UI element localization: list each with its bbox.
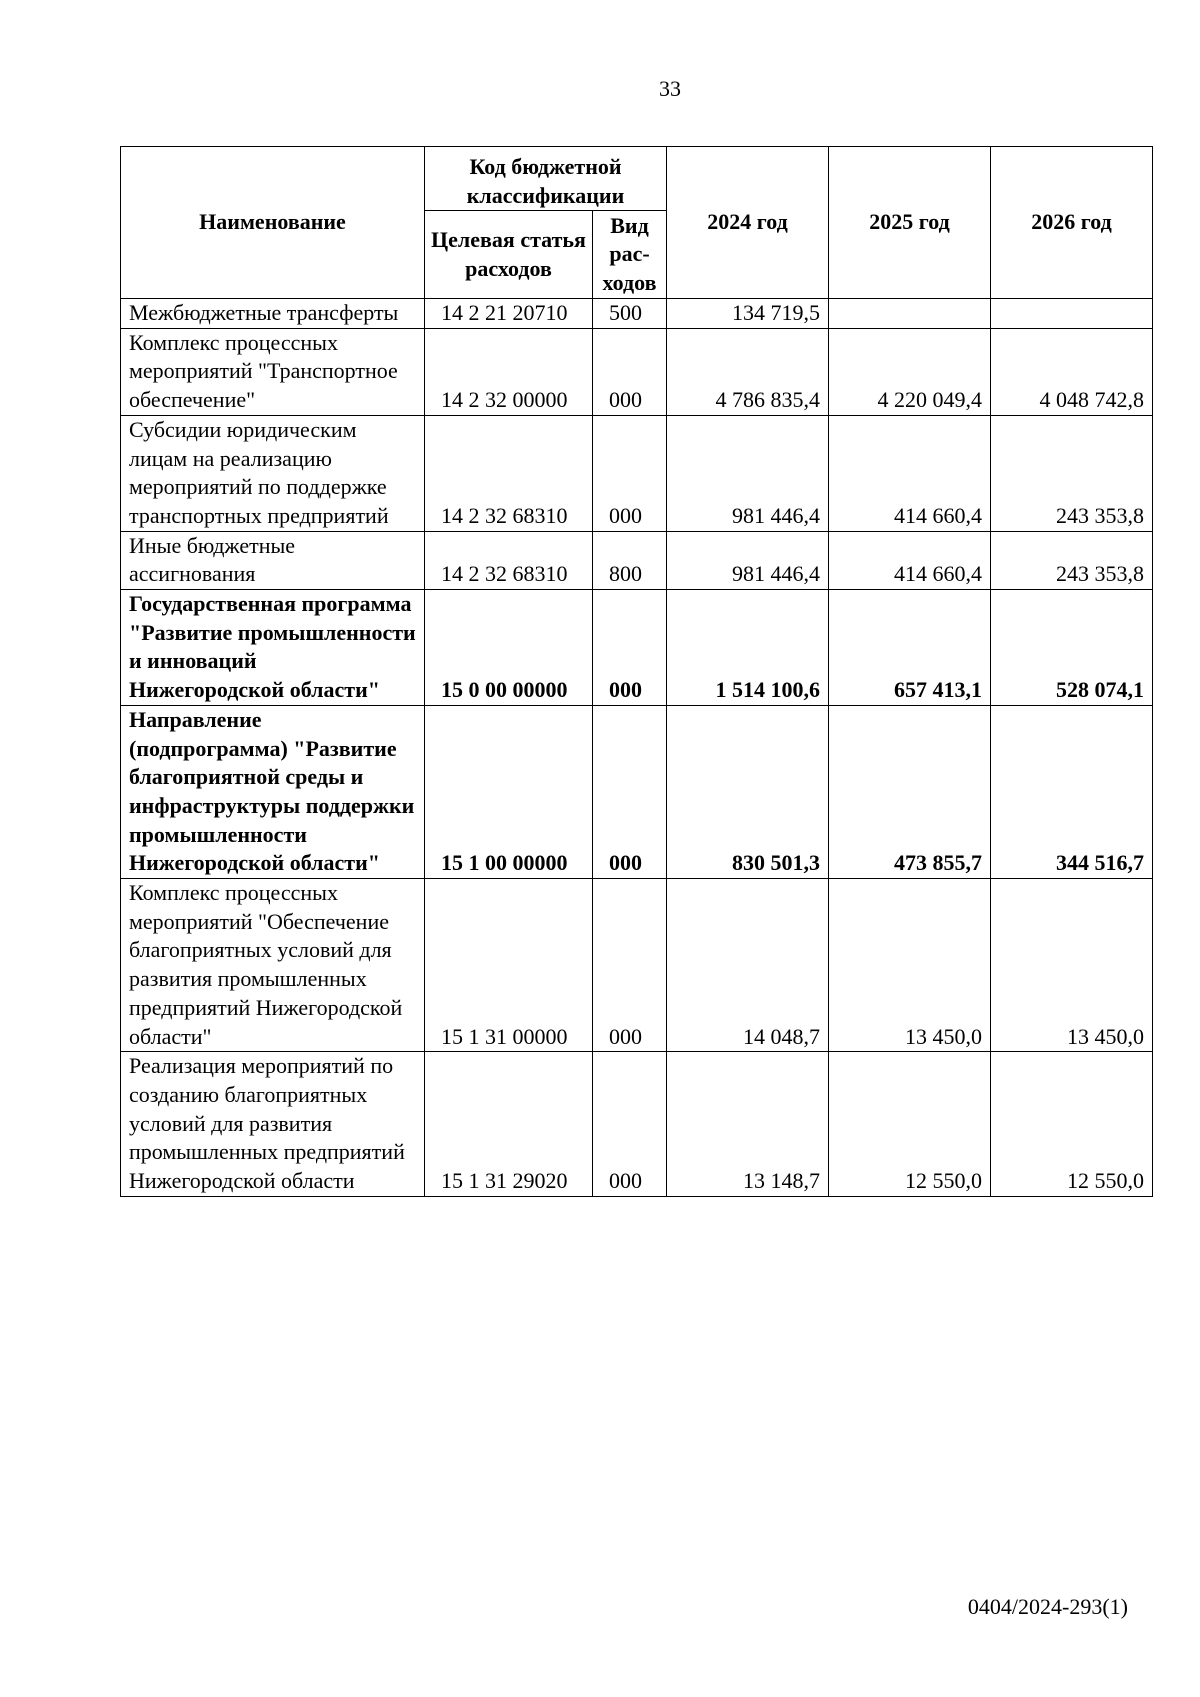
- row-2025-cell: [829, 299, 991, 329]
- row-code-cell: 15 1 31 00000: [425, 879, 593, 1052]
- row-2024-cell: 13 148,7: [667, 1052, 829, 1197]
- row-2024-cell: 981 446,4: [667, 415, 829, 531]
- row-type-cell: 000: [593, 1052, 667, 1197]
- row-2025-cell: 414 660,4: [829, 415, 991, 531]
- header-year-2026: 2026 год: [991, 147, 1153, 299]
- row-2026-cell: 4 048 742,8: [991, 328, 1153, 415]
- table-row: [121, 415, 1153, 531]
- row-2024-cell: 1 514 100,6: [667, 590, 829, 706]
- row-code-cell: 14 2 21 20710: [425, 299, 593, 329]
- row-type-cell: 000: [593, 705, 667, 878]
- row-2024-cell: 134 719,5: [667, 299, 829, 329]
- row-2026-cell: 528 074,1: [991, 590, 1153, 706]
- row-2025-cell: 657 413,1: [829, 590, 991, 706]
- row-name-cell: Реализация мероприятий по созданию благоприятных условий для развития промышленных предприятий Нижегородской области: [121, 1052, 425, 1197]
- row-2026-cell: 243 353,8: [991, 415, 1153, 531]
- row-name-cell: Субсидии юридическим лицам на реализацию мероприятий по поддержке транспортных предприятий: [121, 415, 425, 531]
- row-2025-cell: 4 220 049,4: [829, 328, 991, 415]
- row-2024-cell: 14 048,7: [667, 879, 829, 1052]
- row-name-cell: Комплекс процессных мероприятий "Обеспечение благоприятных условий для развития промышленных предприятий Нижегородской области": [121, 879, 425, 1052]
- row-name-cell: Государственная программа "Развитие промышленности и инноваций Нижегородской области": [121, 590, 425, 706]
- row-code-cell: 14 2 32 00000: [425, 328, 593, 415]
- row-type-cell: 000: [593, 590, 667, 706]
- header-target-item: Целевая статья расходов: [425, 211, 593, 299]
- document-code: 0404/2024-293(1): [967, 1594, 1128, 1619]
- row-name-cell: Межбюджетные трансферты: [121, 299, 425, 329]
- row-type-cell: 000: [593, 328, 667, 415]
- header-name: Наименование: [121, 147, 425, 299]
- row-2026-cell: [991, 299, 1153, 329]
- budget-table: [120, 146, 1153, 1197]
- row-2026-cell: 344 516,7: [991, 705, 1153, 878]
- table-row: [121, 1052, 1153, 1197]
- row-2026-cell: 12 550,0: [991, 1052, 1153, 1197]
- table-row: [121, 705, 1153, 878]
- row-type-cell: 000: [593, 415, 667, 531]
- header-year-2025: 2025 год: [829, 147, 991, 299]
- row-2025-cell: 12 550,0: [829, 1052, 991, 1197]
- page-number: 33: [659, 76, 681, 101]
- row-2025-cell: 13 450,0: [829, 879, 991, 1052]
- table-row: [121, 299, 1153, 329]
- row-name-cell: Комплекс процессных мероприятий "Транспортное обеспечение": [121, 328, 425, 415]
- row-2025-cell: 414 660,4: [829, 531, 991, 589]
- row-2025-cell: 473 855,7: [829, 705, 991, 878]
- row-2024-cell: 4 786 835,4: [667, 328, 829, 415]
- row-type-cell: 800: [593, 531, 667, 589]
- row-2024-cell: 830 501,3: [667, 705, 829, 878]
- row-2026-cell: 243 353,8: [991, 531, 1153, 589]
- table-row: [121, 879, 1153, 1052]
- row-code-cell: 15 1 00 00000: [425, 705, 593, 878]
- row-code-cell: 15 0 00 00000: [425, 590, 593, 706]
- row-code-cell: 14 2 32 68310: [425, 415, 593, 531]
- row-2024-cell: 981 446,4: [667, 531, 829, 589]
- table-row: [121, 531, 1153, 589]
- table-row: [121, 328, 1153, 415]
- row-2026-cell: 13 450,0: [991, 879, 1153, 1052]
- header-code-group: Код бюджетной классификации: [425, 147, 667, 211]
- row-type-cell: 500: [593, 299, 667, 329]
- row-code-cell: 14 2 32 68310: [425, 531, 593, 589]
- row-name-cell: Иные бюджетные ассигнования: [121, 531, 425, 589]
- row-name-cell: Направление (подпрограмма) "Развитие благоприятной среды и инфраструктуры поддержки промышленности Нижегородской области": [121, 705, 425, 878]
- table-row: [121, 590, 1153, 706]
- row-type-cell: 000: [593, 879, 667, 1052]
- row-code-cell: 15 1 31 29020: [425, 1052, 593, 1197]
- header-year-2024: 2024 год: [667, 147, 829, 299]
- header-expense-type: Вид рас- ходов: [593, 211, 667, 299]
